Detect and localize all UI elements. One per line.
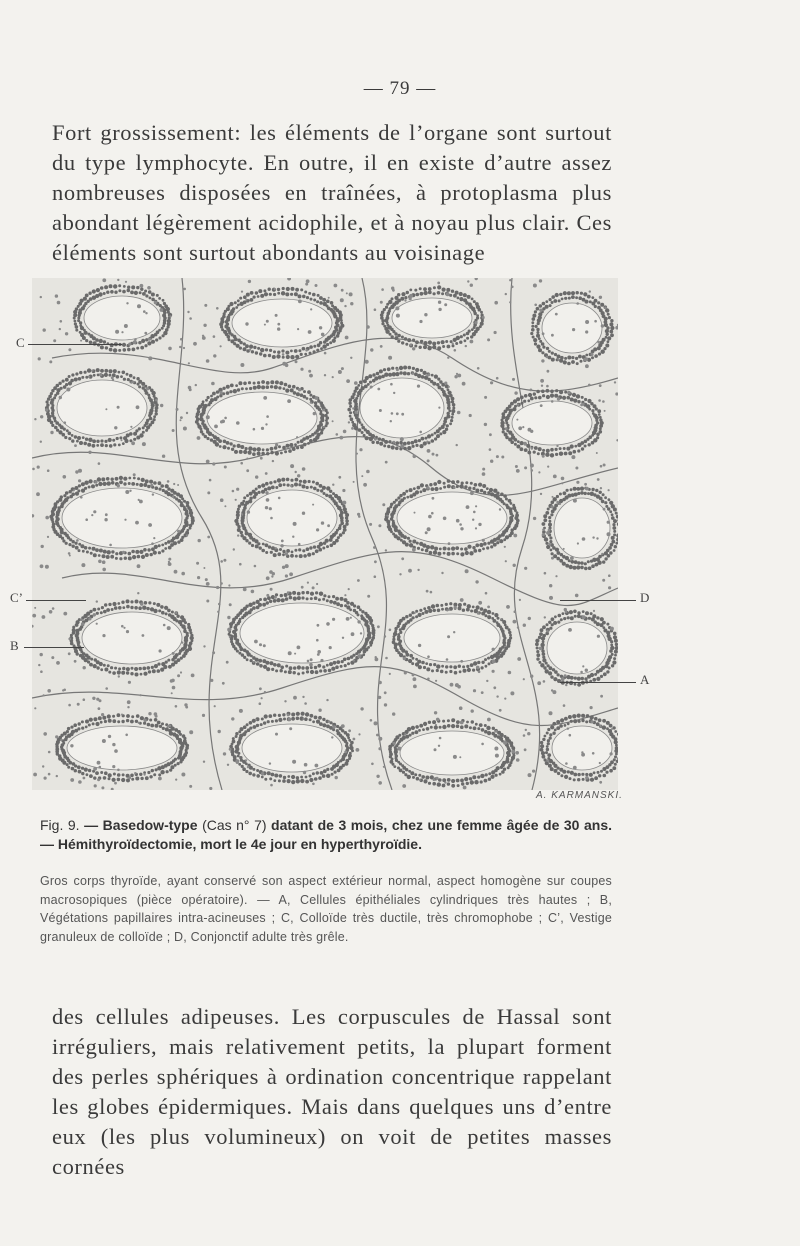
paragraph-top: Fort grossissement: les éléments de l’organe sont surtout du type lymphocyte. En outre, il en existe d’autre assez nombreuses disposées en traînées, à protoplasma plus abondant légèrement acidophile, et à noyau plus clair. Ces éléments sont surtout abondants au voisinage — [52, 120, 612, 265]
figure-caption-title: Fig. 9. — Basedow-type (Cas n° 7) datant de 3 mois, chez une femme âgée de 30 ans. — Hémithyroïdectomie, mort le 4e jour en hyperthyroïdie. — [40, 817, 612, 852]
label-c-prime: C’ — [10, 590, 23, 605]
leader-line-b — [24, 647, 84, 648]
caption-title-paren: (Cas n° 7) — [202, 817, 267, 833]
page-number: — 79 — — [363, 78, 437, 99]
caption-title-part2: datant de 3 mois, chez une femme âgée de 30 ans. — Hémithyroïdectomie, mort le 4e jour en hyperthyroïdie. — [40, 817, 612, 852]
leader-line-c — [28, 344, 122, 345]
paragraph-bottom: des cellules adipeuses. Les corpuscules de Hassal sont irréguliers, mais relativement petits, la plupart forment des perles sphériques à ordination concentrique rappelant les globes épidermiques. Mais dans quelques uns d’entre eux (les plus volumineux) on voit de petites masses cornées — [52, 1004, 612, 1179]
leader-line-c-prime — [26, 600, 86, 601]
caption-title-part1: Basedow-type — [102, 817, 198, 833]
leader-line-a — [560, 682, 636, 683]
artist-signature: A. KARMANSKI. — [536, 790, 623, 801]
histology-illustration — [32, 278, 618, 790]
label-c: C — [16, 335, 25, 350]
label-b: B — [10, 638, 19, 653]
histology-figure — [32, 278, 618, 790]
label-a: A — [640, 672, 650, 687]
figure-number: Fig. 9. — [40, 817, 80, 833]
leader-line-d — [560, 600, 636, 601]
label-d: D — [640, 590, 650, 605]
figure-caption-body: Gros corps thyroïde, ayant conservé son aspect extérieur normal, aspect homogène sur coupes macrosopiques (pièce opératoire). — A, Cellules épithéliales cylindriques très hautes ; B, Végétations papillaires intra-acineuses ; C, Colloïde très ductile, très chromophobe ; C’, Vestige granuleux de colloïde ; D, Conjonctif adulte très grêle. — [40, 874, 612, 944]
